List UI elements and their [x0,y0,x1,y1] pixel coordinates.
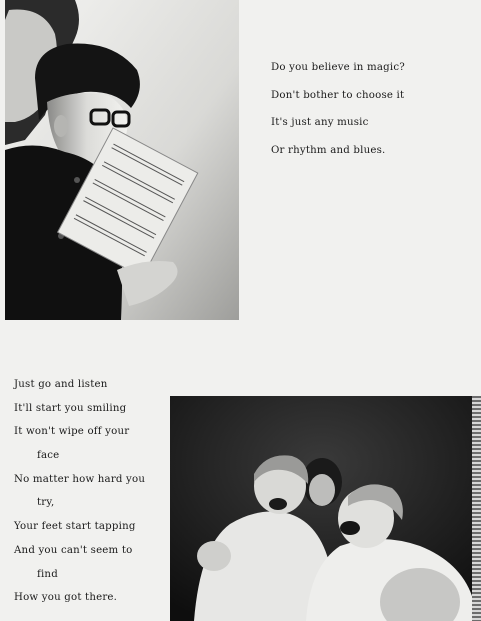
verse-bottom-line: Your feet start tapping [14,521,136,533]
laughing-group-photo-icon [170,396,472,621]
verse-top-line: Don't bother to choose it [271,89,405,101]
verse-bottom-line: try, [37,497,55,509]
verse-bottom-line: Just go and listen [14,379,108,390]
choir-singer-photo-icon [5,0,239,320]
verse-bottom-line: No matter how hard you [14,473,146,485]
verse-top [271,58,476,168]
verse-top-line: Or rhythm and blues. [271,144,386,156]
verse-bottom-line: face [37,450,60,462]
verse-bottom-line: It'll start you smiling [14,402,127,414]
verse-bottom-line: How you got there. [14,592,118,604]
verse-top-line: Do you believe in magic? [271,62,405,73]
choir-singer-photo [5,0,239,320]
page-edge-strip [472,396,481,621]
verse-bottom-line: find [37,568,58,580]
verse-bottom-line: And you can't seem to [14,544,133,556]
verse-bottom-line: It won't wipe off your [14,426,130,438]
verse-bottom [14,376,166,613]
verse-top-line: It's just any music [271,117,369,128]
laughing-group-photo [170,396,472,621]
